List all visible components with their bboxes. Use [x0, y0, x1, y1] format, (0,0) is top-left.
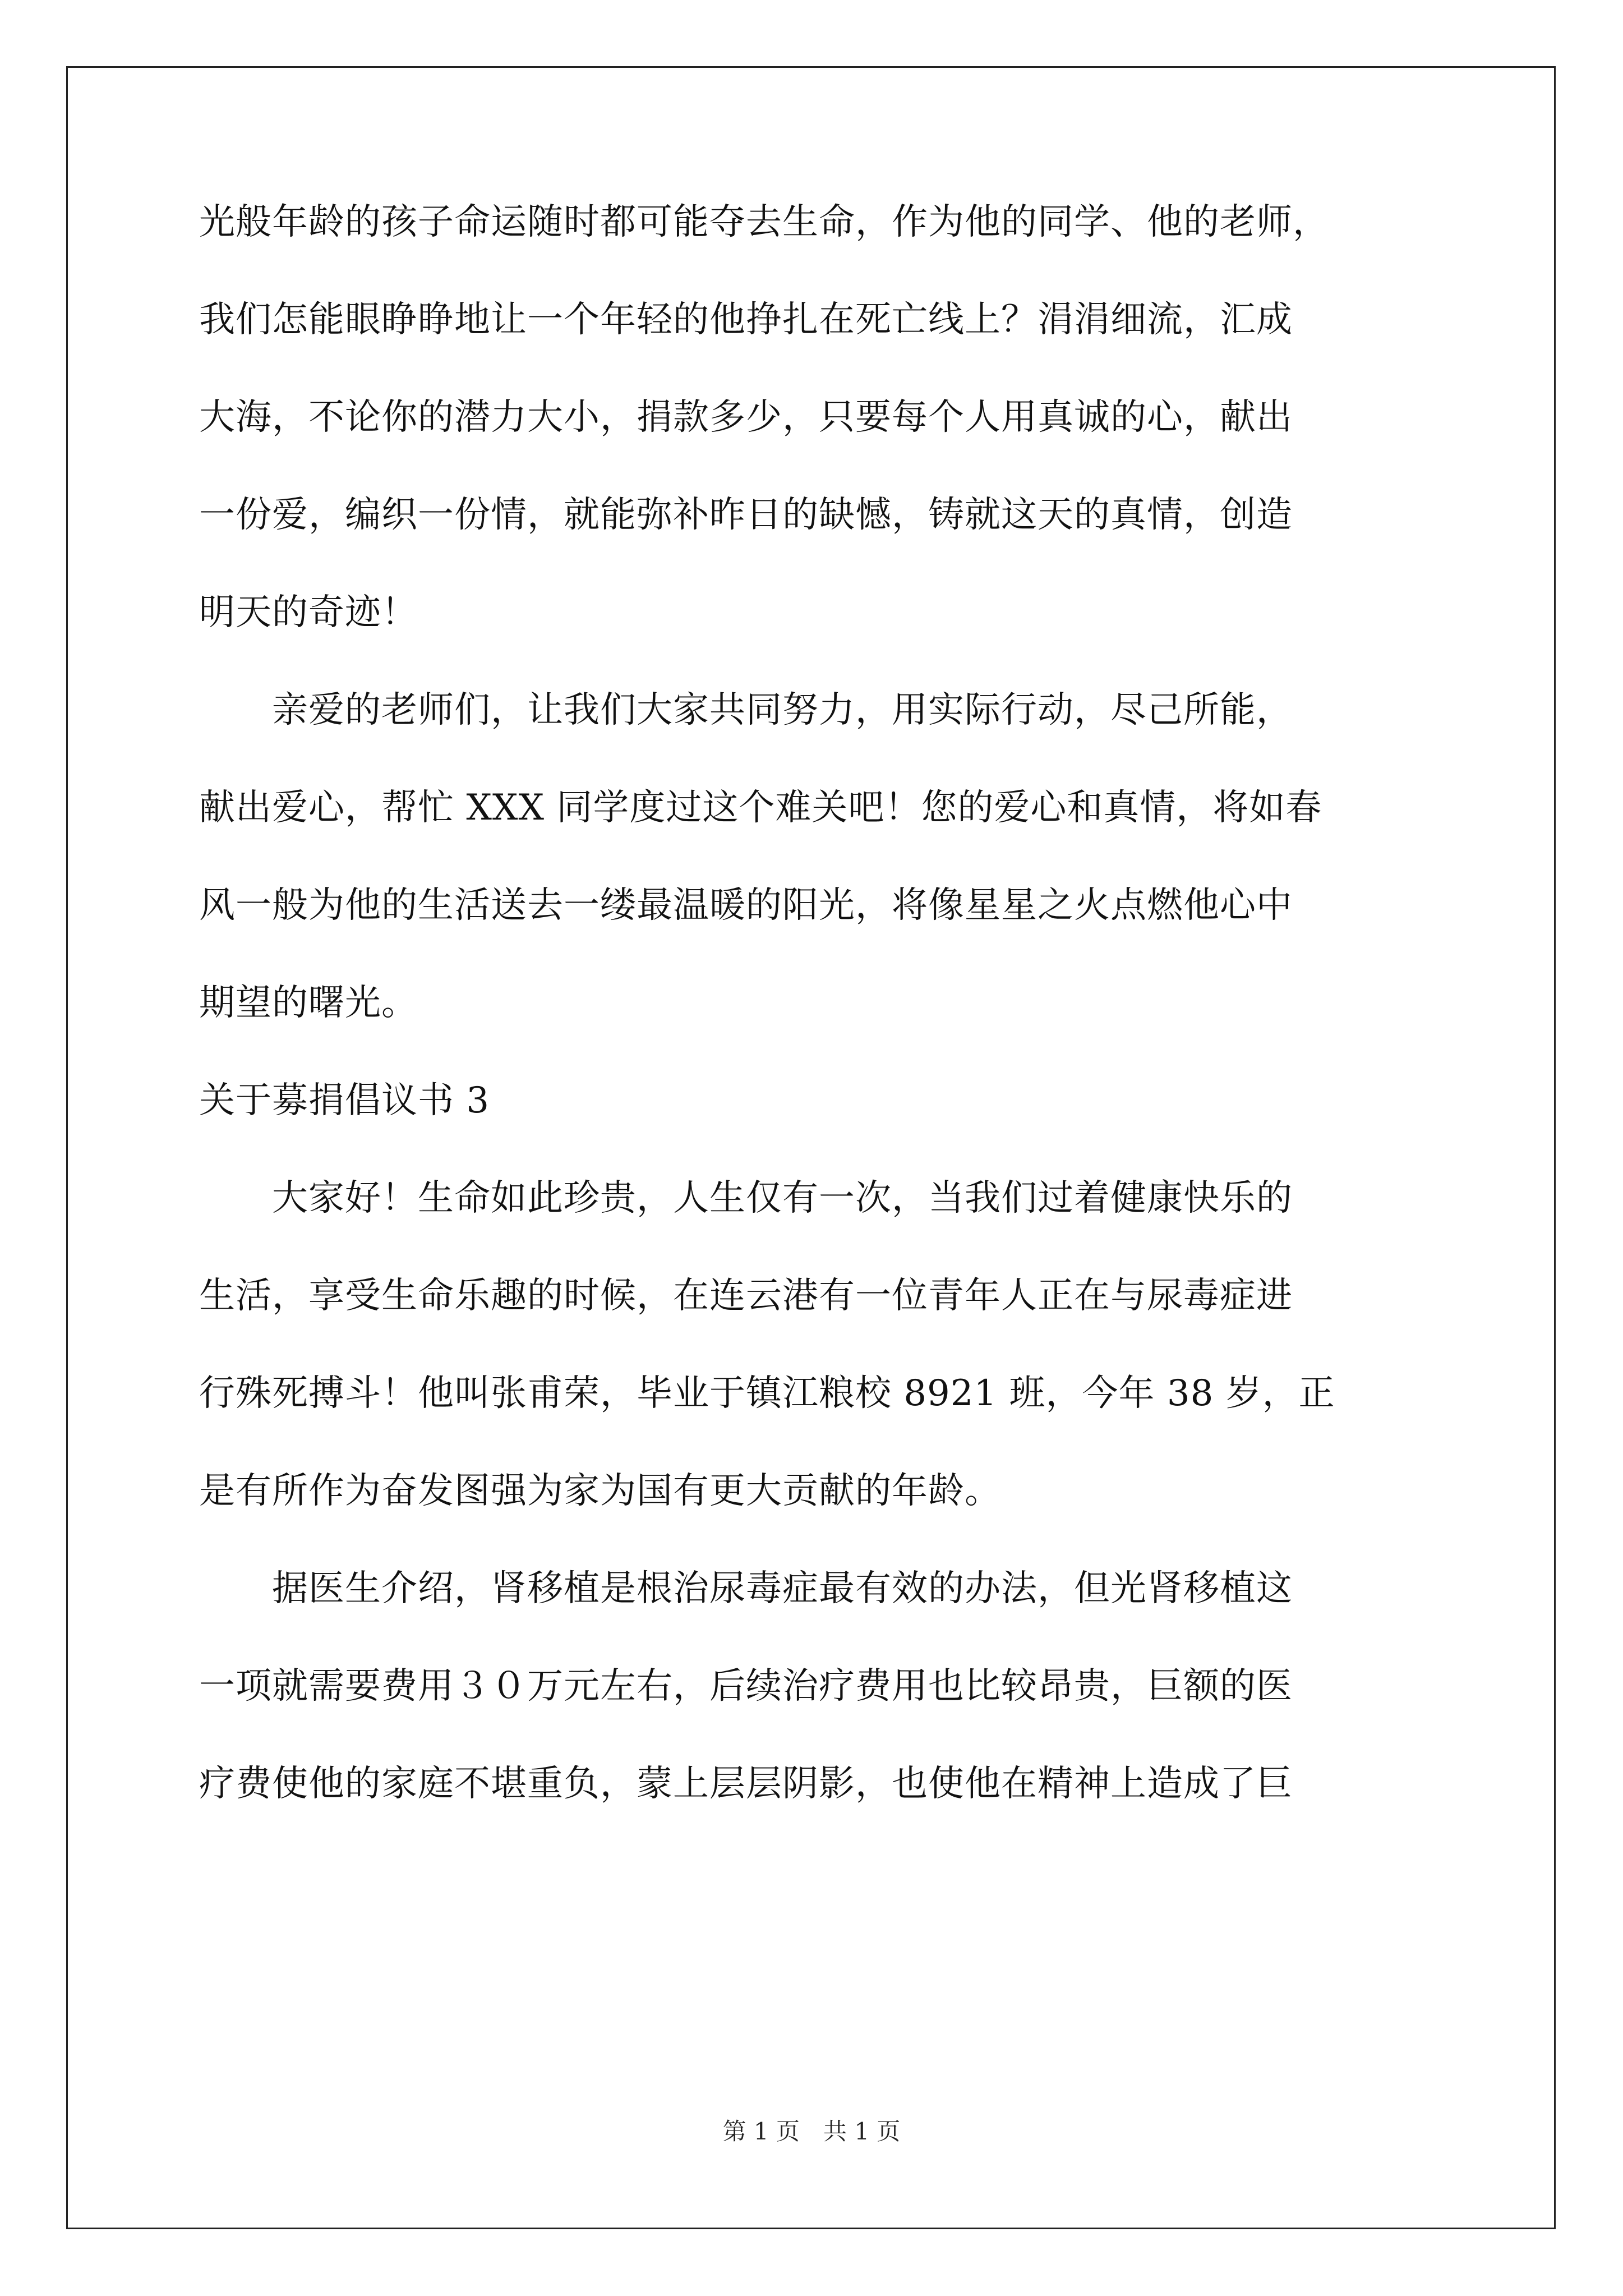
text-line: 我们怎能眼睁睁地让一个年轻的他挣扎在死亡线上？涓涓细流，汇成 [199, 299, 1293, 341]
page-footer: 第 1 页 共 1 页 [722, 2118, 901, 2145]
text-line: 大家好！生命如此珍贵，人生仅有一次，当我们过着健康快乐的 [199, 1177, 1293, 1219]
text-line: 行殊死搏斗！他叫张甫荣，毕业于镇江粮校 8921 班，今年 38 岁，正 [199, 1373, 1335, 1414]
text-line: 一份爱，编织一份情，就能弥补昨日的缺憾，铸就这天的真情，创造 [199, 494, 1293, 536]
text-line: 献出爱心，帮忙 XXX 同学度过这个难关吧！您的爱心和真情，将如春 [199, 787, 1322, 829]
text-line: 明天的奇迹！ [199, 592, 418, 633]
text-line: 光般年龄的孩子命运随时都可能夺去生命，作为他的同学、他的老师， [199, 201, 1329, 243]
text-line: 一项就需要费用３０万元左右，后续治疗费用也比较昂贵，巨额的医 [199, 1665, 1293, 1707]
text-line: 疗费使他的家庭不堪重负，蒙上层层阴影，也使他在精神上造成了巨 [199, 1763, 1293, 1805]
text-line: 生活，享受生命乐趣的时候，在连云港有一位青年人正在与尿毒症进 [199, 1275, 1293, 1317]
page-border [66, 66, 1556, 2229]
text-line: 据医生介绍，肾移植是根治尿毒症最有效的办法，但光肾移植这 [199, 1568, 1293, 1609]
text-line: 是有所作为奋发图强为家为国有更大贡献的年龄。 [199, 1470, 1001, 1512]
text-line: 大海，不论你的潜力大小，捐款多少，只要每个人用真诚的心，献出 [199, 397, 1293, 438]
text-line: 亲爱的老师们，让我们大家共同努力，用实际行动，尽己所能， [199, 689, 1293, 731]
section-heading: 关于募捐倡议书 3 [199, 1080, 490, 1121]
text-line: 期望的曙光。 [199, 982, 418, 1024]
text-line: 风一般为他的生活送去一缕最温暖的阳光，将像星星之火点燃他心中 [199, 885, 1293, 926]
